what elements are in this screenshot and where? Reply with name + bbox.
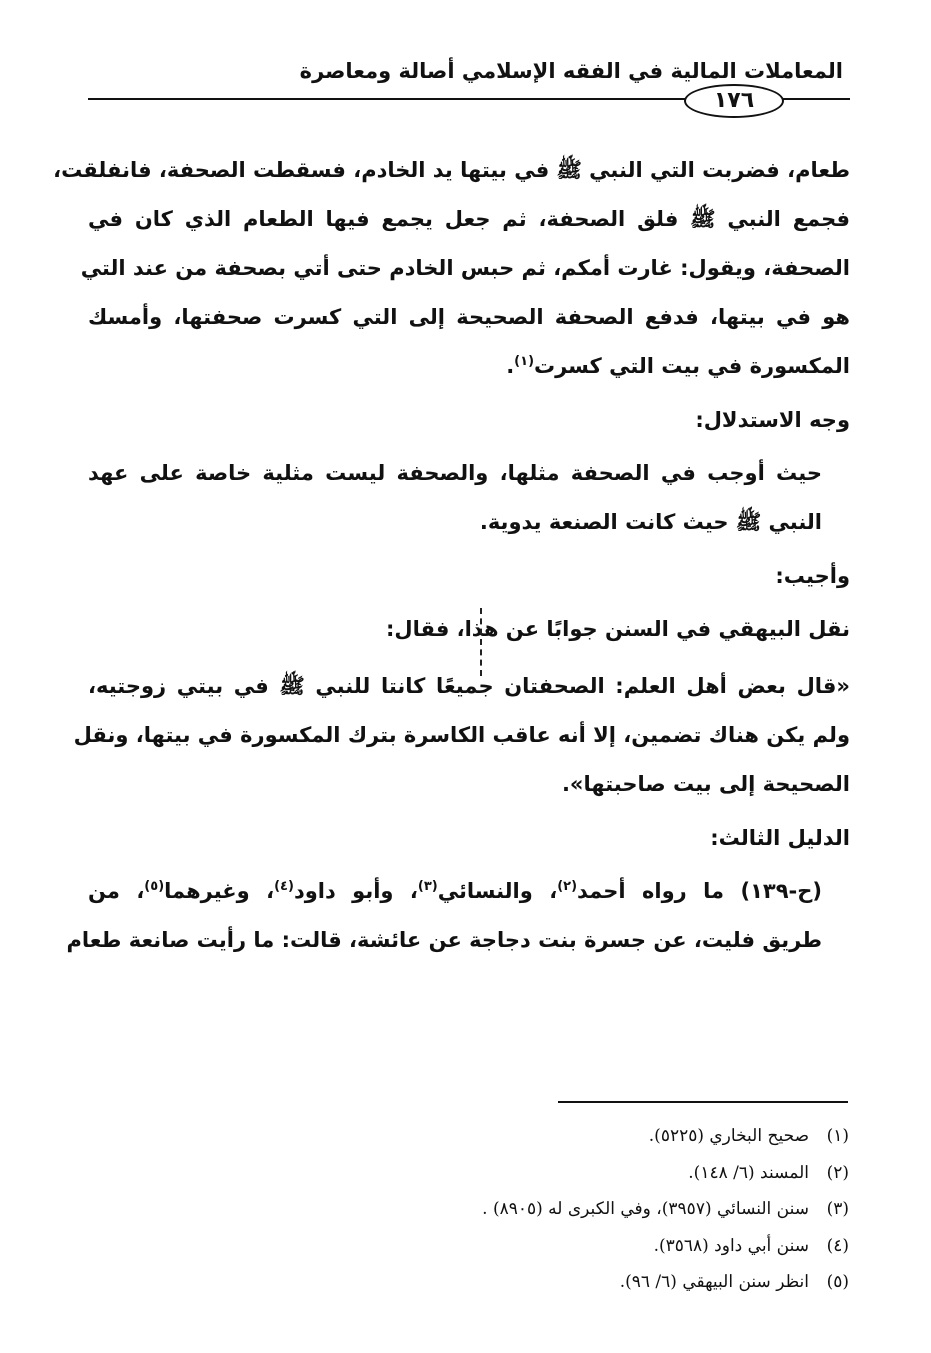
paragraph-bayhaqi	[88, 605, 850, 654]
text-fragment: .	[506, 354, 515, 378]
text-line: هو في بيتها، فدفع الصحفة الصحيحة إلى التي كسرت صحفتها، وأمسك	[88, 305, 850, 329]
text-fragment: ، والنسائي	[437, 879, 558, 903]
footnote-item	[300, 1191, 849, 1228]
text-line: فجمع النبي ﷺ فلق الصحفة، ثم جعل يجمع فيها الطعام الذي كان في	[88, 207, 850, 231]
footnote-ref-5[interactable]: (٥)	[144, 879, 165, 894]
footnote-text: المسند (٦/ ١٤٨).	[688, 1162, 809, 1183]
paragraph-hadith-text	[53, 146, 850, 391]
heading-istidlal: وجه الاستدلال:	[695, 408, 850, 432]
text-line: الصحيحة إلى بيت صاحبتها».	[561, 772, 850, 796]
text-line: طعام، فضربت التي النبي ﷺ في بيتها يد الخادم، فسقطت الصحفة، فانفلقت،	[53, 158, 850, 182]
footnote-text: انظر سنن البيهقي (٦/ ٩٦).	[619, 1272, 809, 1292]
text-fragment: (ح-١٣٩) ما رواه أحمد	[577, 879, 822, 903]
footnote-number: (١)	[826, 1126, 849, 1146]
footnote-text: سنن النسائي (٣٩٥٧)، وفي الكبرى له (٨٩٠٥) .	[482, 1199, 809, 1219]
footnote-number: (٤)	[826, 1235, 849, 1256]
text-line: ولم يكن هناك تضمين، إلا أنه عاقب الكاسرة بترك المكسورة في بيتها، ونقل	[73, 723, 850, 747]
running-title: المعاملات المالية في الفقه الإسلامي أصالة ومعاصرة	[299, 59, 843, 83]
text-line	[88, 867, 850, 916]
text-fragment: المكسورة في بيت التي كسرت	[534, 354, 850, 378]
text-fragment: ، وأبو داود	[293, 879, 418, 903]
text-line: النبي ﷺ حيث كانت الصنعة يدوية.	[479, 510, 822, 534]
heading-answer: وأجيب:	[775, 564, 850, 588]
heading-third-evidence: الدليل الثالث:	[710, 826, 850, 850]
footnote-text: سنن أبي داود (٣٥٦٨).	[653, 1235, 809, 1256]
text-line: نقل البيهقي في السنن جوابًا عن هذا، فقال:	[385, 617, 850, 641]
footnote-ref-1[interactable]: (١)	[514, 354, 535, 369]
footnote-item	[300, 1118, 849, 1155]
page-number: ١٧٦	[684, 84, 784, 118]
footnote-text: صحيح البخاري (٥٢٢٥).	[648, 1126, 809, 1146]
text-line: «قال بعض أهل العلم: الصحفتان جميعًا كانتا للنبي ﷺ في بيتي زوجتيه،	[88, 674, 850, 698]
footnote-number: (٥)	[826, 1272, 849, 1292]
footnote-item	[300, 1228, 849, 1265]
footnote-number: (٣)	[826, 1199, 849, 1219]
text-line: حيث أوجب في الصحفة مثلها، والصحفة ليست مثلية خاصة على عهد	[88, 461, 822, 485]
footnote-rule	[558, 1101, 848, 1103]
text-line	[88, 342, 850, 391]
footnote-ref-4[interactable]: (٤)	[274, 879, 294, 894]
main-text	[53, 146, 850, 965]
margin-mark	[480, 608, 482, 676]
paragraph-hadith-139	[66, 867, 850, 965]
text-line: الصحفة، ويقول: غارت أمكم، ثم حبس الخادم حتى أتي بصحفة من عند التي	[80, 256, 850, 280]
footnote-item	[300, 1155, 849, 1192]
footnote-ref-3[interactable]: (٣)	[417, 879, 438, 894]
paragraph-quote	[73, 662, 850, 809]
footnote-item	[300, 1264, 849, 1301]
text-fragment: ، من	[88, 879, 145, 903]
footnotes	[300, 1118, 849, 1301]
footnote-ref-2[interactable]: (٢)	[557, 879, 578, 894]
footnote-number: (٢)	[826, 1162, 849, 1183]
paragraph-istidlal	[88, 449, 850, 547]
text-fragment: ، وغيرهما	[164, 879, 275, 903]
text-line: طريق فليت، عن جسرة بنت دجاجة عن عائشة، قالت: ما رأيت صانعة طعام	[66, 928, 822, 952]
